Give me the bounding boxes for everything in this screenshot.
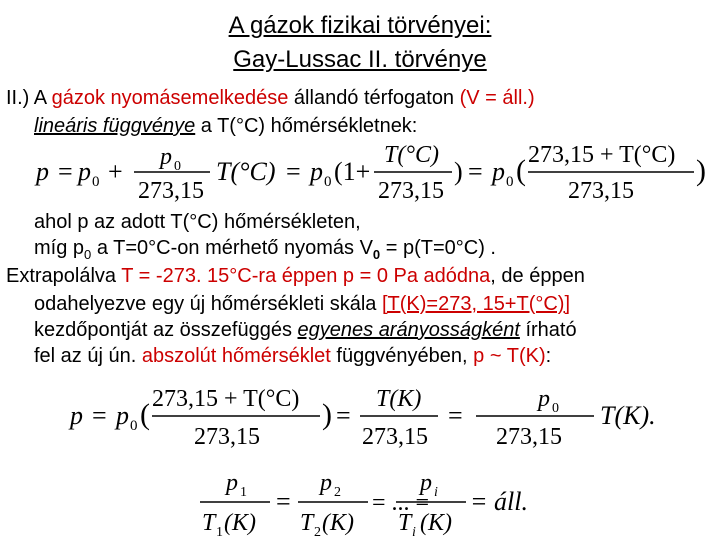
paragraph-1-line2 xyxy=(34,114,417,138)
eq1-num1: p xyxy=(160,144,172,170)
text-segment: kezdőpontját az összefüggés xyxy=(34,319,298,341)
eq3-d1-sub: 1 xyxy=(216,525,223,538)
eq1-open: (1+ xyxy=(334,157,371,186)
eq2-num3: p xyxy=(538,386,550,412)
eq1-sub0b: 0 xyxy=(324,174,332,190)
text-segment: írható xyxy=(519,319,577,341)
eq1-p0b: p xyxy=(310,157,323,186)
paragraph-3-line4 xyxy=(34,344,551,368)
eq1-num2: T(°C) xyxy=(384,142,439,168)
eq3-constant: = áll. xyxy=(470,487,528,516)
eq2-num3-sub: 0 xyxy=(552,401,559,416)
equation-2 xyxy=(66,380,676,452)
eq3-ellipsis: = ... = xyxy=(372,490,430,516)
eq2-num2: T(K) xyxy=(376,386,422,412)
eq3-d3: T xyxy=(398,510,412,536)
text-segment: fel az új ún. xyxy=(34,345,142,367)
text-segment: II.) A xyxy=(6,87,52,109)
text-segment: Extrapolálva xyxy=(6,265,122,287)
eq2-paren-open: ( xyxy=(140,398,150,431)
eq2-tk: T(K). xyxy=(600,401,656,430)
highlight-proportionality: p ~ T(K) xyxy=(473,345,546,367)
eq1-plus: + xyxy=(108,157,123,186)
eq1-equals: = xyxy=(58,157,73,186)
eq2-p0: p xyxy=(116,401,129,430)
paragraph-3-line2 xyxy=(34,292,570,316)
subscript: 0 xyxy=(84,247,92,262)
page-title-line1: A gázok fizikai törvényei: xyxy=(228,12,492,39)
subscript: 0 xyxy=(372,247,381,262)
eq2-equals: = xyxy=(92,401,107,430)
highlight-constant-volume: (V = áll.) xyxy=(459,87,535,109)
eq1-p: p xyxy=(36,157,49,186)
eq2-equals-3: = xyxy=(448,401,463,430)
text-segment: a T(°C) hőmérsékletnek: xyxy=(195,115,418,137)
eq1-tc: T(°C) xyxy=(216,157,276,186)
paragraph-2-line1: ahol p az adott T(°C) hőmérsékleten, xyxy=(34,211,361,233)
highlight-kelvin-scale: [T(K)=273, 15+T(°C)] xyxy=(381,293,571,315)
page-title-line2: Gay-Lussac II. törvénye xyxy=(233,46,487,73)
eq3-d1: T xyxy=(202,510,216,536)
highlight-pressure-rise: gázok nyomásemelkedése xyxy=(51,87,289,109)
eq3-n1-sub: 1 xyxy=(240,485,247,500)
eq1-num3: 273,15 + T(°C) xyxy=(528,142,676,168)
eq1-den3: 273,15 xyxy=(568,178,634,204)
eq3-n2: p xyxy=(320,470,332,496)
eq2-num1: 273,15 + T(°C) xyxy=(152,386,300,412)
equation-3 xyxy=(194,462,554,538)
eq3-d2-sub: 2 xyxy=(314,525,321,538)
eq3-n2-sub: 2 xyxy=(334,485,341,500)
paragraph-3-line1 xyxy=(6,264,585,288)
eq3-d3-rest: (K) xyxy=(420,510,452,536)
text-segment: odahelyezve egy új hőmérsékleti skála xyxy=(34,293,382,315)
eq1-den1: 273,15 xyxy=(138,178,204,204)
eq2-equals-2: = xyxy=(336,401,351,430)
eq1-paren-close: ) xyxy=(696,154,706,187)
eq2-den3: 273,15 xyxy=(496,424,562,450)
eq3-d3-sub: i xyxy=(412,525,416,538)
eq3-d2-rest: (K) xyxy=(322,510,354,536)
eq1-equals-3: = xyxy=(468,157,483,186)
highlight-absolute-temperature: abszolút hőmérséklet xyxy=(141,345,331,367)
paragraph-3-line3 xyxy=(34,318,577,342)
eq1-p0c: p xyxy=(492,157,505,186)
eq2-den1: 273,15 xyxy=(194,424,260,450)
eq1-sub0c: 0 xyxy=(506,174,514,190)
eq1-p0: p xyxy=(78,157,91,186)
highlight-extrapolation: T = -273. 15°C-ra éppen p = 0 Pa adódna xyxy=(121,265,491,287)
text-segment: állandó térfogaton xyxy=(288,87,460,109)
eq3-d1-rest: (K) xyxy=(224,510,256,536)
eq1-den2: 273,15 xyxy=(378,178,444,204)
eq1-paren-open: ( xyxy=(516,154,526,187)
eq3-d2: T xyxy=(300,510,314,536)
linear-function-term: lineáris függvénye xyxy=(34,115,196,137)
text-segment: a T=0°C-on mérhető nyomás V xyxy=(91,237,373,259)
paragraph-1-line1 xyxy=(6,86,535,110)
eq3-equals: = xyxy=(276,487,291,516)
text-segment: míg p xyxy=(34,237,85,259)
paragraph-2-line2 xyxy=(34,236,496,267)
text-segment: = p(T=0°C) . xyxy=(380,237,496,259)
eq2-paren-close: ) xyxy=(322,398,332,431)
eq2-sub0: 0 xyxy=(130,418,138,434)
eq3-n3-sub: i xyxy=(434,485,438,500)
text-segment: : xyxy=(545,345,552,367)
eq3-n1: p xyxy=(226,470,238,496)
text-segment: függvényében, xyxy=(330,345,474,367)
direct-proportion-term: egyenes arányosságként xyxy=(297,319,520,341)
eq1-equals-2: = xyxy=(286,157,301,186)
eq1-num1-sub: 0 xyxy=(174,159,181,174)
eq2-den2: 273,15 xyxy=(362,424,428,450)
eq3-n3: p xyxy=(420,470,432,496)
eq2-p: p xyxy=(70,401,83,430)
text-segment: , de éppen xyxy=(490,265,585,287)
eq1-sub0: 0 xyxy=(92,174,100,190)
equation-1 xyxy=(30,140,710,206)
eq1-close: ) xyxy=(454,157,463,186)
